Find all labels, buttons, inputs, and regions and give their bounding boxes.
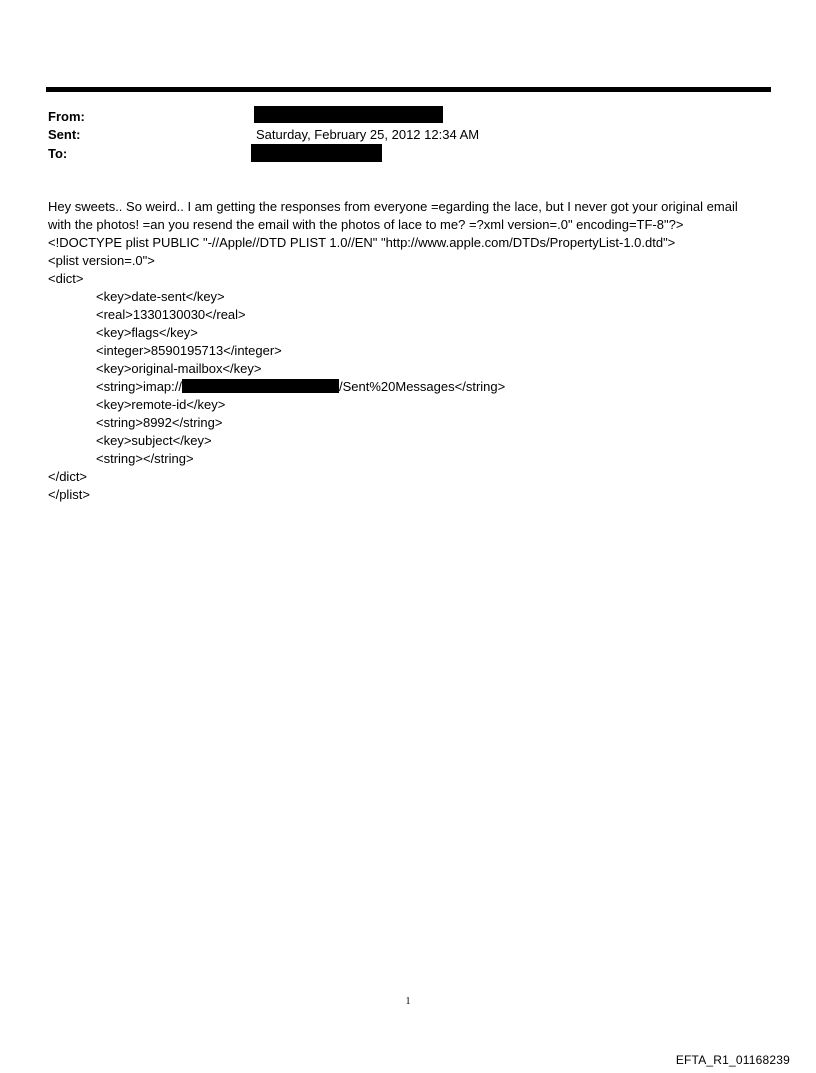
email-body [48,198,778,504]
sent-value: Saturday, February 25, 2012 12:34 AM [256,127,480,142]
to-redaction [251,144,382,162]
header-rule [46,87,771,92]
body-line: <plist version=.0"> [48,253,155,268]
imap-redaction [182,379,339,393]
body-line: <real>1330130030</real> [96,307,246,322]
body-line: <dict> [48,271,84,286]
body-line: <integer>8590195713</integer> [96,343,282,358]
to-label: To: [48,146,68,161]
body-line: </plist> [48,487,90,502]
body-line-imap [48,378,778,396]
page-number: 1 [405,996,411,1007]
from-label: From: [48,109,85,124]
body-line: <key>remote-id</key> [96,397,226,412]
body-line: <key>date-sent</key> [96,289,225,304]
body-line: </dict> [48,469,88,484]
from-redaction [254,106,443,123]
body-line: <string></string> [96,451,194,466]
body-line: <string>8992</string> [96,415,223,430]
bates-number: EFTA_R1_01168239 [675,1053,790,1067]
sent-label: Sent: [48,127,81,142]
body-line: with the photos! =an you resend the email with the photos of lace to me? =?xml version=.0" encoding=TF-8"?> [48,217,684,232]
body-line: Hey sweets.. So weird.. I am getting the responses from everyone =egarding the lace, but I never got your original email [48,199,738,214]
imap-prefix: <string>imap:// [96,379,182,394]
body-line: <!DOCTYPE plist PUBLIC "-//Apple//DTD PLIST 1.0//EN" "http://www.apple.com/DTDs/PropertyList-1.0.dtd"> [48,235,676,250]
body-line: <key>flags</key> [96,325,198,340]
imap-suffix: /Sent%20Messages</string> [339,379,506,394]
body-line: <key>subject</key> [96,433,212,448]
body-line: <key>original-mailbox</key> [96,361,262,376]
